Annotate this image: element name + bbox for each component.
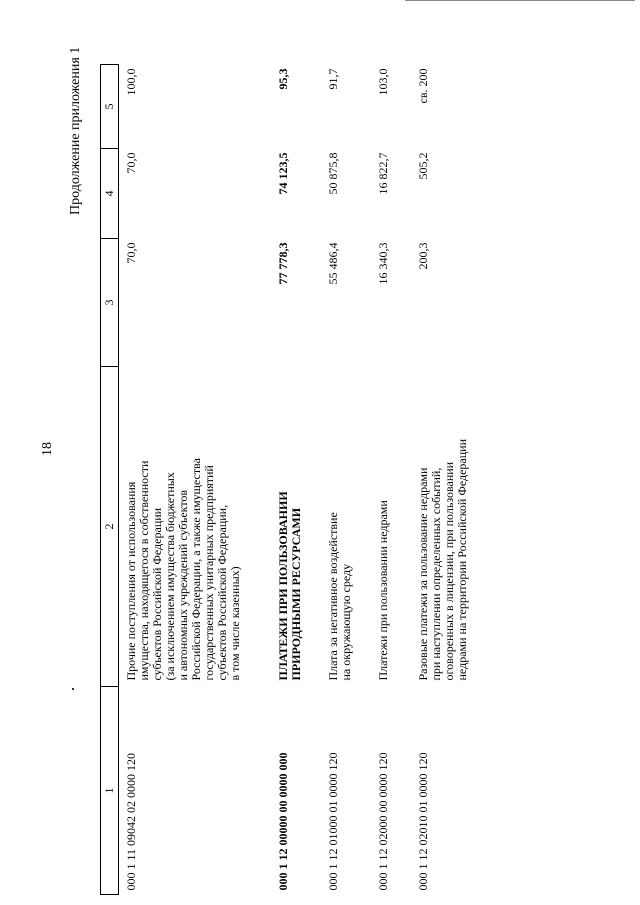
row-name-line: ПРИРОДНЫМИ РЕСУРСАМИ <box>288 507 303 681</box>
row-code: 000 1 11 09042 02 0000 120 <box>124 752 138 891</box>
row-value-col3: 77 778,3 <box>275 242 290 285</box>
budget-table <box>100 64 481 895</box>
row-code: 000 1 12 02000 00 0000 120 <box>375 752 390 891</box>
row-name-line: Прочие поступления от использования <box>124 481 138 681</box>
row-code: 000 1 12 02010 01 0000 120 <box>415 752 430 891</box>
row-name-line: ПЛАТЕЖИ ПРИ ПОЛЬЗОВАНИИ <box>275 491 290 681</box>
table-body <box>119 65 481 895</box>
row-code: 000 1 12 01000 01 0000 120 <box>325 752 340 891</box>
row-name-line: имущества, находящегося в собственности <box>137 460 151 681</box>
row-name-line: недрами на территории Российской Федерации <box>454 438 469 681</box>
row-name <box>371 367 411 687</box>
header-col-2: 2 <box>101 367 119 687</box>
row-value-col4: 505,2 <box>415 152 430 180</box>
header-col-3: 3 <box>101 239 119 367</box>
table-header <box>101 65 119 895</box>
row-code: 000 1 12 00000 00 0000 000 <box>275 752 290 891</box>
table-row <box>371 65 411 895</box>
row-name-line: в том числе казенных) <box>228 566 242 681</box>
row-value-col3: 200,3 <box>415 242 430 270</box>
row-name <box>321 367 371 687</box>
table-row <box>271 65 321 895</box>
row-name-line: субъектов Российской Федерации, <box>215 504 229 681</box>
row-value-col5: 103,0 <box>375 68 390 96</box>
row-name-line: (за исключением имущества бюджетных <box>163 472 177 681</box>
header-col-5: 5 <box>101 65 119 149</box>
row-name <box>119 367 271 687</box>
row-name-line: Российской Федерации, а также имущества <box>189 458 203 681</box>
table-row <box>321 65 371 895</box>
row-value-col5: 91,7 <box>325 68 340 90</box>
row-name <box>411 367 481 687</box>
row-name-line: Платежи при пользовании недрами <box>375 500 390 681</box>
row-name-line: Плата за негативное воздействие <box>325 512 340 681</box>
row-name-line: субъектов Российской Федерации <box>150 507 164 681</box>
row-value-col4: 74 123,5 <box>275 152 290 195</box>
row-value-col3: 55 486,4 <box>325 242 340 285</box>
page-number: 18 <box>40 442 55 456</box>
row-value-col5: св. 200 <box>415 68 430 104</box>
row-value-col3: 16 340,3 <box>375 242 390 285</box>
row-name-line: при наступлении определенных событий, <box>428 467 443 681</box>
row-value-col3: 70,0 <box>124 242 138 264</box>
row-value-col4: 70,0 <box>124 152 138 174</box>
row-value-col5: 100,0 <box>124 68 138 96</box>
row-name <box>271 367 321 687</box>
row-value-col5: 95,3 <box>275 68 290 90</box>
header-col-4: 4 <box>101 149 119 239</box>
row-name-line: государственных унитарных предприятий <box>202 465 216 681</box>
row-value-col4: 16 822,7 <box>375 152 390 195</box>
row-name-line: и автономных учреждений субъектов <box>176 489 190 681</box>
row-name-line: Разовые платежи за пользование недрами <box>415 467 430 681</box>
table-row <box>119 65 271 895</box>
row-name-line: на окружающую среду <box>338 563 353 681</box>
table-row <box>411 65 481 895</box>
header-row <box>101 65 119 895</box>
row-name-line: оговоренных в лицензии, при пользовании <box>441 461 456 681</box>
header-col-1: 1 <box>101 687 119 895</box>
row-value-col4: 50 875,8 <box>325 152 340 195</box>
continuation-title: Продолжение приложения 1 <box>68 46 83 215</box>
